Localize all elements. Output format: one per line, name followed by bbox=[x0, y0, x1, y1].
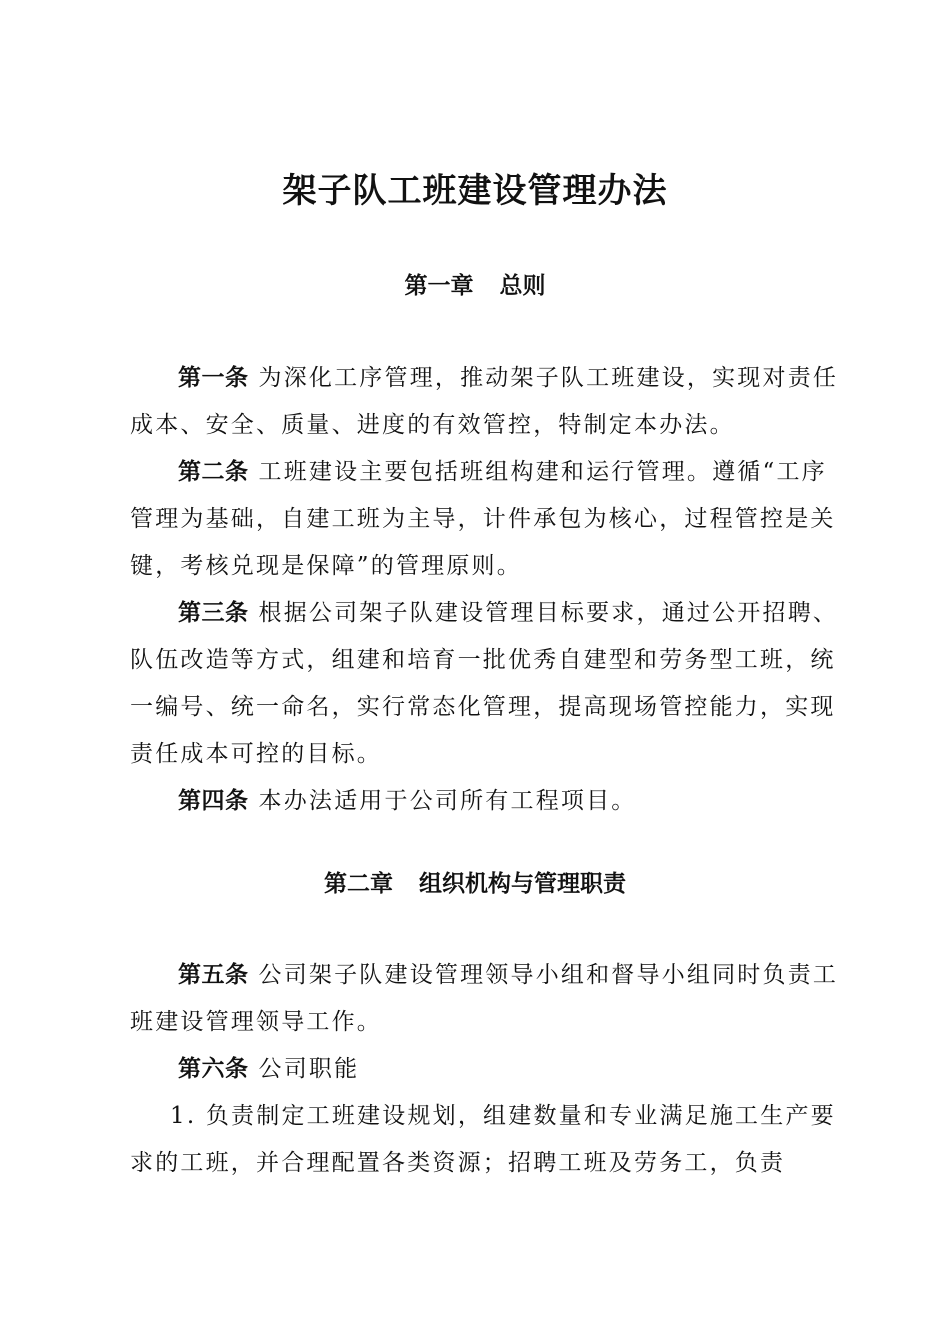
article-text: 公司职能 bbox=[258, 1056, 360, 1082]
article-6 bbox=[130, 1046, 850, 1093]
article-text: 公司架子队建设管理领导小组和督导小组同时负责工班建设管理领导工作。 bbox=[130, 962, 839, 1035]
chapter-heading-1 bbox=[0, 268, 950, 304]
chapter-name: 组织机构与管理职责 bbox=[419, 871, 626, 897]
chapter-label: 第一章 bbox=[404, 273, 474, 299]
article-5 bbox=[130, 952, 850, 1046]
article-text: 本办法适用于公司所有工程项目。 bbox=[258, 788, 637, 814]
article-text: 为深化工序管理，推动架子队工班建设，实现对责任成本、安全、质量、进度的有效管控，特制定本办法。 bbox=[130, 365, 839, 438]
article-label: 第三条 bbox=[178, 600, 249, 626]
article-text: 工班建设主要包括班组构建和运行管理。遵循“工序管理为基础，自建工班为主导，计件承包为核心，过程管控是关键，考核兑现是保障”的管理原则。 bbox=[130, 459, 836, 579]
article-label: 第二条 bbox=[178, 459, 249, 485]
article-label: 第四条 bbox=[178, 788, 249, 814]
article-text: 根据公司架子队建设管理目标要求，通过公开招聘、队伍改造等方式，组建和培育一批优秀自建型和劳务型工班，统一编号、统一命名，实行常态化管理，提高现场管控能力，实现责任成本可控的目标。 bbox=[130, 600, 839, 767]
article-label: 第五条 bbox=[178, 962, 249, 988]
article-4 bbox=[130, 778, 850, 825]
document-title: 架子队工班建设管理办法 bbox=[282, 171, 668, 211]
article-3 bbox=[130, 590, 850, 778]
chapter-2-body bbox=[130, 952, 850, 1187]
article-label: 第一条 bbox=[178, 365, 249, 391]
article-1 bbox=[130, 355, 850, 449]
article-2 bbox=[130, 449, 850, 590]
chapter-heading-2 bbox=[0, 866, 950, 902]
chapter-1-body bbox=[130, 355, 850, 825]
list-item: 1. 负责制定工班建设规划，组建数量和专业满足施工生产要求的工班，并合理配置各类资源；招聘工班及劳务工，负责 bbox=[130, 1103, 836, 1176]
chapter-name: 总则 bbox=[499, 273, 546, 299]
article-label: 第六条 bbox=[178, 1056, 249, 1082]
chapter-label: 第二章 bbox=[324, 871, 393, 897]
